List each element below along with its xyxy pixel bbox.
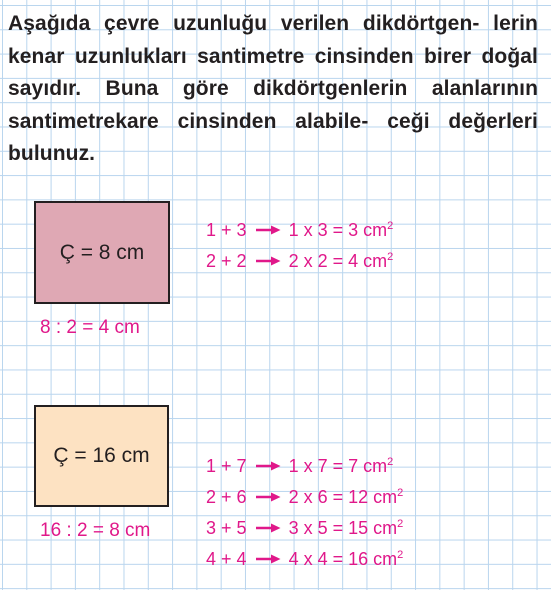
calc-sum: 2 + 6: [206, 487, 247, 507]
calc-line: [206, 482, 403, 513]
calc-product: 3 x 5 = 15 cm: [288, 518, 398, 538]
calc-exponent: 2: [387, 456, 394, 468]
calc-exponent: 2: [387, 220, 394, 232]
calc-line: [206, 215, 393, 246]
calc-product: 1 x 7 = 7 cm: [288, 456, 388, 476]
division-2: 16 : 2 = 8 cm: [40, 520, 151, 541]
calc-line: [206, 451, 403, 482]
right-arrow-icon: [255, 461, 281, 471]
right-arrow-icon: [255, 492, 281, 502]
calc-sum: 2 + 2: [206, 251, 247, 271]
calc-line: [206, 544, 403, 575]
instruction-line: Aşağıda çevre uzunluğu verilen dikdörtgen-: [8, 12, 480, 35]
instruction-line: alanlarının santimetrekare cinsinden alabile-: [8, 77, 539, 133]
calc-product: 2 x 2 = 4 cm: [288, 251, 388, 271]
instruction-line: ceği değerleri bulunuz.: [8, 109, 538, 165]
calc-line: [206, 246, 393, 277]
instruction-line: lerin kenar uzunlukları santimetre cinsinden: [8, 12, 538, 68]
perimeter-label-1: Ç = 8 cm: [59, 240, 145, 264]
calc-sum: 1 + 7: [206, 456, 247, 476]
rectangle-1: [34, 201, 170, 304]
calc-sum: 3 + 5: [206, 518, 247, 538]
calculations-1: [206, 215, 393, 277]
calc-product: 4 x 4 = 16 cm: [288, 549, 398, 569]
right-arrow-icon: [255, 256, 281, 266]
calc-sum: 1 + 3: [206, 220, 247, 240]
right-arrow-icon: [255, 225, 281, 235]
instruction-line: birer doğal sayıdır. Buna göre dikdörtgenlerin: [8, 44, 538, 100]
calc-sum: 4 + 4: [206, 549, 247, 569]
calculations-2: [206, 451, 403, 575]
right-arrow-icon: [255, 523, 281, 533]
rectangle-2: [34, 405, 169, 507]
calc-product: 1 x 3 = 3 cm: [288, 220, 388, 240]
calc-exponent: 2: [397, 549, 404, 561]
calc-line: [206, 513, 403, 544]
perimeter-label-2: Ç = 16 cm: [53, 444, 150, 467]
calc-exponent: 2: [387, 251, 394, 263]
right-arrow-icon: [255, 554, 281, 564]
calc-exponent: 2: [397, 518, 404, 530]
division-1: 8 : 2 = 4 cm: [40, 317, 140, 338]
instructions-paragraph: [8, 8, 538, 171]
calc-product: 2 x 6 = 12 cm: [288, 487, 398, 507]
calc-exponent: 2: [397, 487, 404, 499]
